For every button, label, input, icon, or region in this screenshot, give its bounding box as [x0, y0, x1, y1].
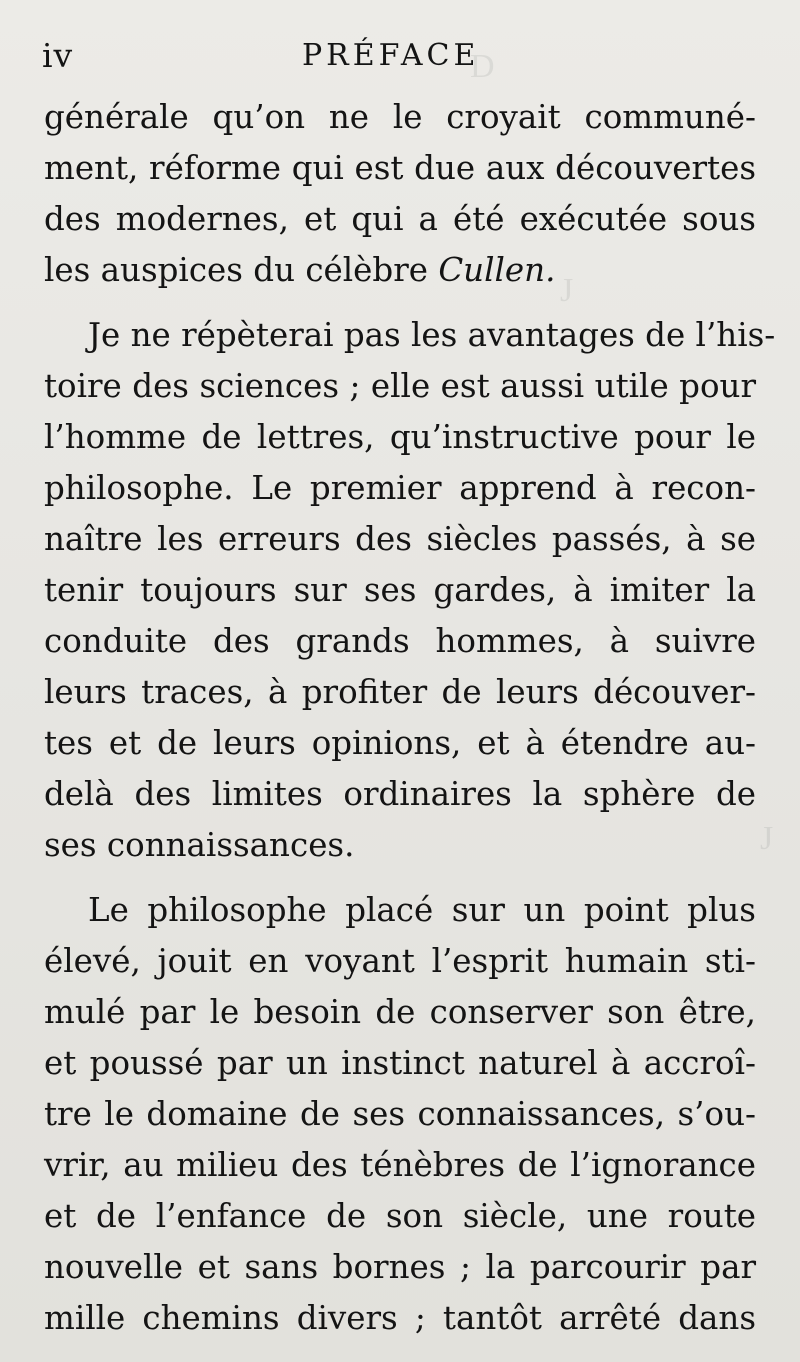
text-line: leurs traces, à profiter de leurs découver-: [44, 673, 756, 711]
text-line: tenir toujours sur ses gardes, à imiter la: [44, 571, 756, 609]
running-head: [42, 36, 762, 84]
text-line: Le philosophe placé sur un point plus: [88, 891, 756, 929]
text-line: Je ne répèterai pas les avantages de l’his-: [88, 316, 776, 354]
paragraph: [44, 92, 756, 296]
text-line: philosophe. Le premier apprend à recon-: [44, 469, 756, 507]
text-line: l’homme de lettres, qu’instructive pour le: [44, 418, 756, 456]
paragraph: [44, 885, 756, 1344]
text-line: tre le domaine de ses connaissances, s’ou-: [44, 1095, 756, 1133]
text-line: et poussé par un instinct naturel à accroî-: [44, 1044, 756, 1082]
show-through: J: [560, 272, 574, 309]
text-line: ses connaissances.: [44, 826, 355, 864]
text-line: nouvelle et sans bornes ; la parcourir par: [44, 1248, 756, 1286]
section-title: PRÉFACE: [302, 38, 480, 73]
page-number: iv: [42, 36, 74, 75]
show-through: D: [470, 48, 495, 85]
text-line: mille chemins divers ; tantôt arrêté dans: [44, 1299, 756, 1337]
text-line: générale qu’on ne le croyait communé-: [44, 98, 756, 136]
text-span: les auspices du célèbre: [44, 251, 439, 289]
text-line: ment, réforme qui est due aux découvertes: [44, 149, 756, 187]
text-line: naître les erreurs des siècles passés, à se: [44, 520, 756, 558]
text-line: mulé par le besoin de conserver son être,: [44, 993, 756, 1031]
text-line: tes et de leurs opinions, et à étendre au-: [44, 724, 756, 762]
text-line: conduite des grands hommes, à suivre: [44, 622, 756, 660]
text-line: et de l’enfance de son siècle, une route: [44, 1197, 756, 1235]
body-text: [44, 92, 776, 1344]
italic-name: Cullen.: [438, 251, 556, 289]
text-line: vrir, au milieu des ténèbres de l’ignorance: [44, 1146, 756, 1184]
text-line: [44, 245, 756, 296]
text-line: delà des limites ordinaires la sphère de: [44, 775, 756, 813]
show-through: J: [760, 820, 774, 857]
text-line: des modernes, et qui a été exécutée sous: [44, 200, 756, 238]
text-line: élevé, jouit en voyant l’esprit humain sti-: [44, 942, 756, 980]
paragraph: [44, 310, 776, 871]
text-line: toire des sciences ; elle est aussi utile pour: [44, 367, 756, 405]
